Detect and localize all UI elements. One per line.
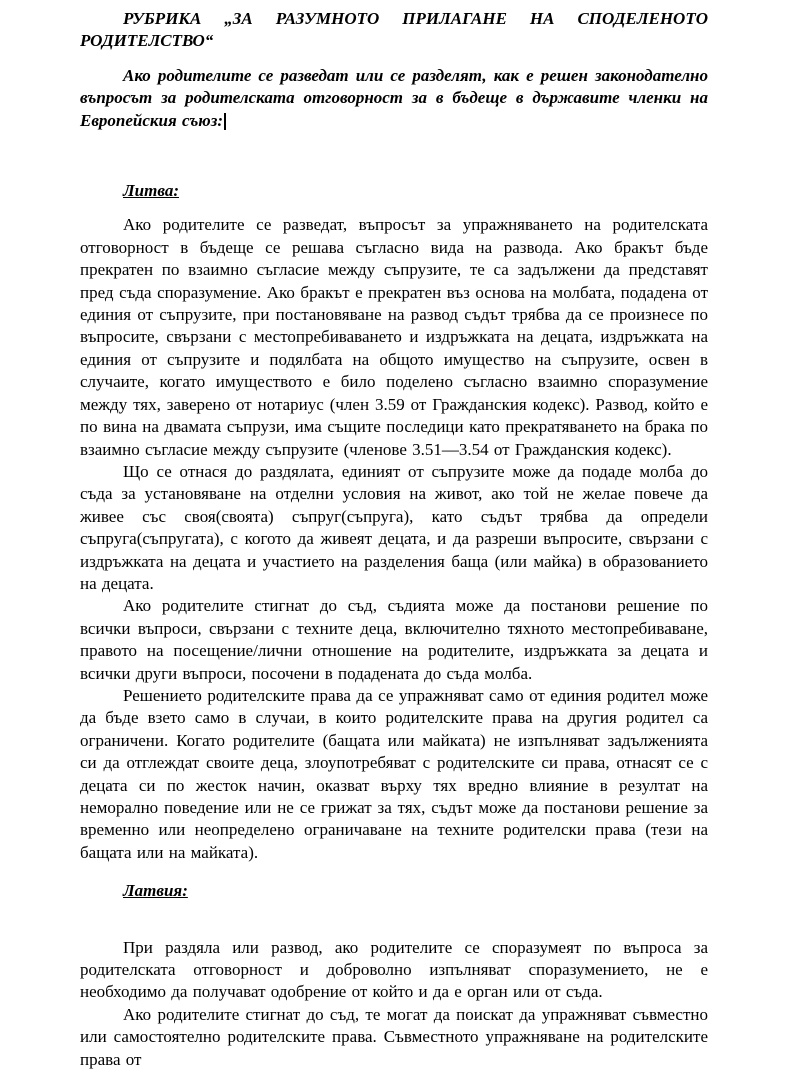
- paragraph-litva-4: Решението родителските права да се упражняват само от единия родител може да бъде взето само в случаи, в които родителските права на другия родител са ограничени. Когато родителите (бащата или майката) не изпълняват задълженията си да отглеждат своите деца, злоупотребяват с родителските си права, отнасят се с децата си по жесток начин, оказват върху тях вредно влияние в резултат на неморално поведение или не се грижат за тях, съдът може да постанови решение за временно или неопределено ограничаване на техните родителски права (тези на бащата или на майката).: [80, 685, 708, 862]
- paragraph-litva-1: Ако родителите се разведат, въпросът за упражняването на родителската отговорност в бъдеще се решава съгласно вида на развода. Ако бракът бъде прекратен по взаимно съгласие между съпрузите, те са задължени да представят пред съда споразумение. Ако бракът е прекратен въз основа на молбата, подадена от единия от съпрузите, при постановяване на развод съдът трябва да се произнесе по въпросите, свързани с местопребиваването и издръжката на децата, издръжката на единия от съпрузите и подялбата на общото имущество на съпрузите, освен в случаите, когато имуществото е било поделено съгласно взаимно споразумение между тях, заверено от нотариус (член 3.59 от Гражданския кодекс). Развод, който е по вина на двамата съпрузи, има същите последици като прекратяването на брака по взаимно съгласие между съпрузите (членове 3.51—3.54 от Гражданския кодекс).: [80, 215, 708, 459]
- document-title: РУБРИКА „ЗА РАЗУМНОТО ПРИЛАГАНЕ НА СПОДЕЛЕНОТО РОДИТЕЛСТВО“: [80, 9, 708, 51]
- section-heading-latvia: [80, 880, 708, 902]
- text-cursor: [224, 113, 226, 130]
- paragraph-litva-3: Ако родителите стигнат до съд, съдията може да постанови решение по всички въпроси, свързани с техните деца, включително тяхното местопребиваване, правото на посещение/лични отношение на родителите, издръжката за децата и всички други въпроси, посочени в подадената до съда молба.: [80, 596, 708, 683]
- intro-paragraph: [80, 65, 708, 132]
- paragraph-latvia-2: Ако родителите стигнат до съд, те могат да поискат да упражняват съвместно или самостоятелно родителските права. Съвместното упражняване на родителските права от: [80, 1004, 708, 1069]
- section-heading-litva: [80, 180, 708, 202]
- paragraph-latvia-1: При раздяла или развод, ако родителите се споразумеят по въпроса за родителската отговорност и доброволно изпълняват споразумението, не е необходимо да получават одобрение от който и да е орган или от съда.: [80, 937, 708, 1002]
- paragraph-litva-2: Що се отнася до раздялата, единият от съпрузите може да подаде молба до съда за установяване на отделни условия на живот, ако той не желае повече да живее със своя(своята) съпруг(съпруга), като съдът трябва да определи съпруга(съпругата), с когото да живеят децата, и да разреши въпросите, свързани с издръжката на децата и участието на разделения баща (или майка) в образованието на децата.: [80, 461, 708, 593]
- intro-text: Ако родителите се разведат или се разделят, как е решен законодателно въпросът за родителската отговорност за в бъдеще в държавите членки на Европейския съюз:: [80, 65, 708, 130]
- section-heading-litva-label: Литва:: [123, 181, 179, 201]
- section-heading-latvia-label: Латвия:: [123, 881, 188, 901]
